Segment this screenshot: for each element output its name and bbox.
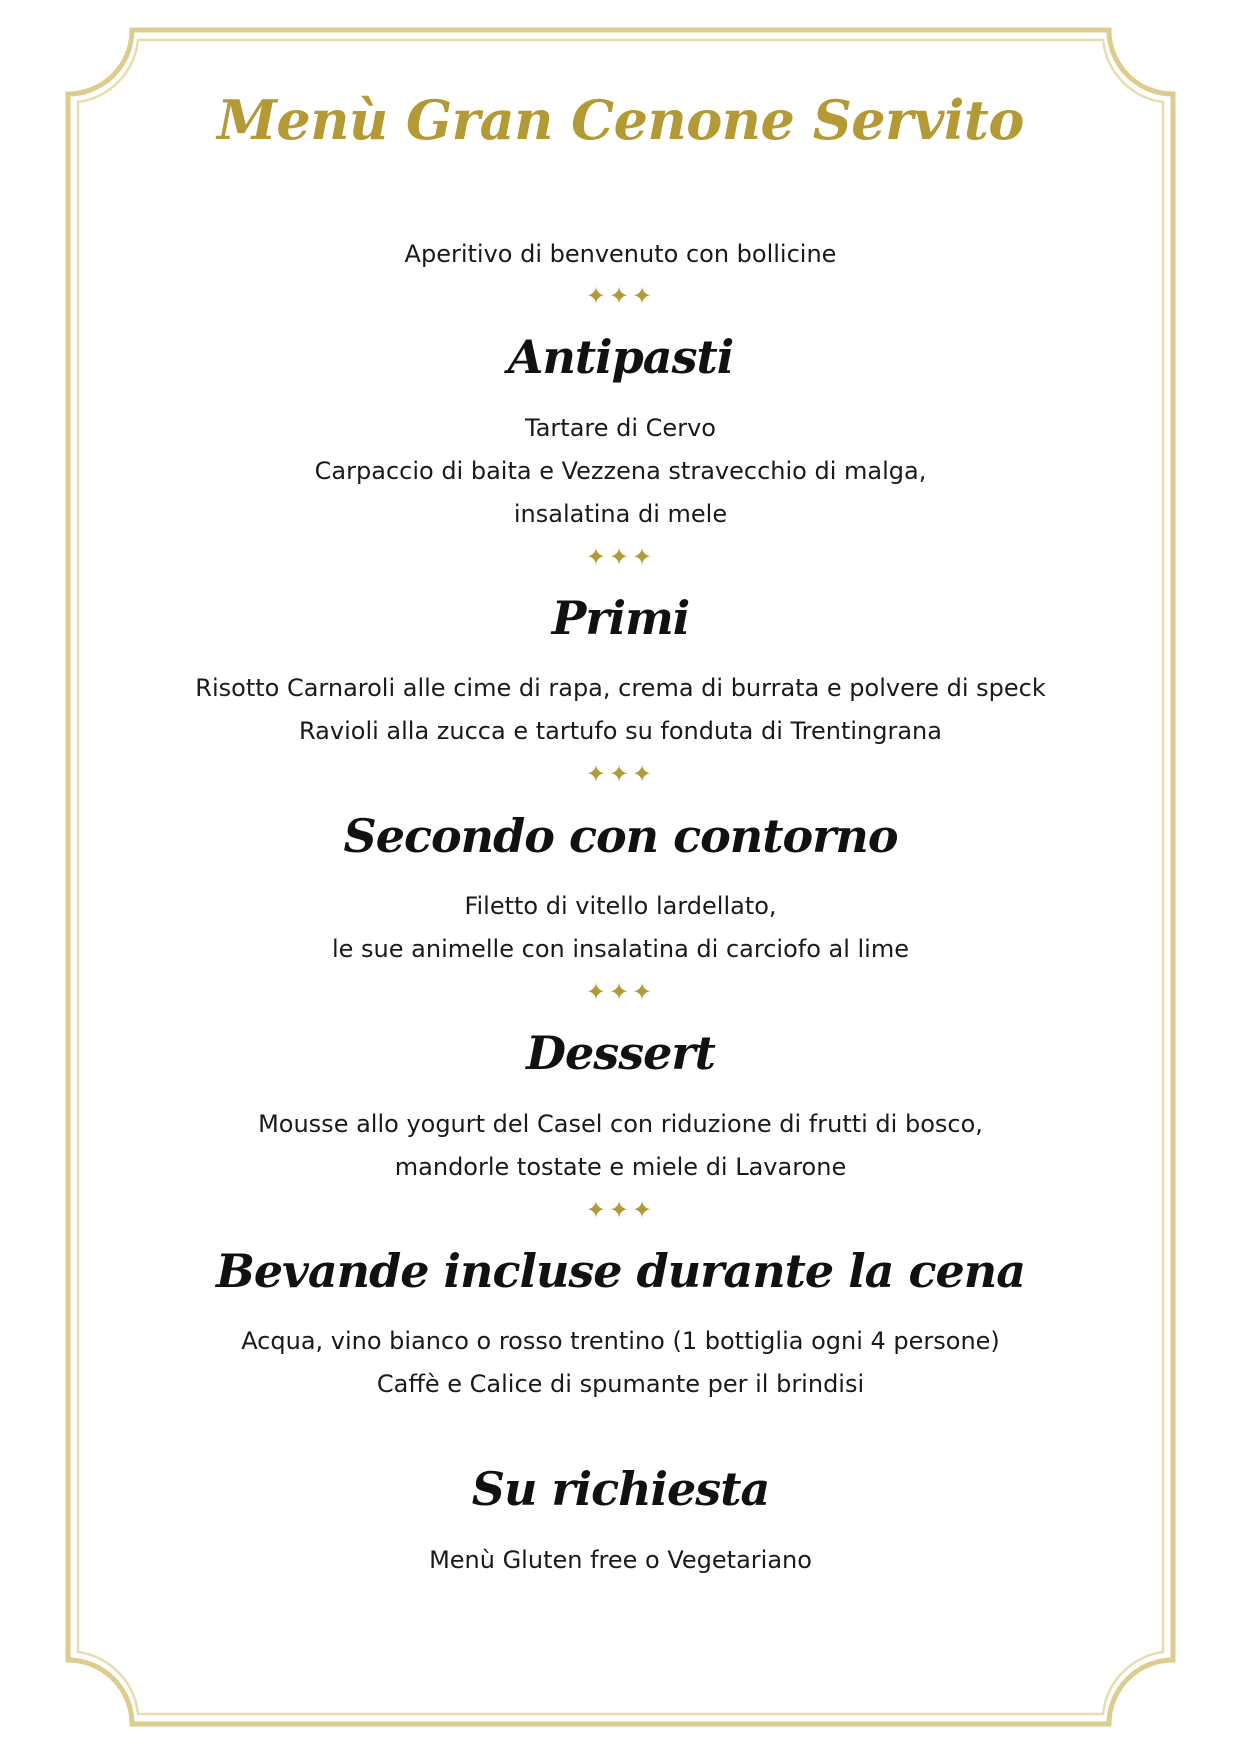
- menu-item: Tartare di Cervo: [525, 414, 716, 442]
- menu-item: Mousse allo yogurt del Casel con riduzione di frutti di bosco,: [258, 1110, 983, 1138]
- star-divider: ✦✦✦: [585, 282, 656, 310]
- section-heading-dessert: Dessert: [526, 1026, 715, 1080]
- star-divider: ✦✦✦: [585, 1196, 656, 1224]
- welcome-aperitivo: Aperitivo di benvenuto con bollicine: [404, 240, 837, 268]
- star-divider: ✦✦✦: [585, 978, 656, 1006]
- star-divider: ✦✦✦: [585, 760, 656, 788]
- section-heading-secondo: Secondo con contorno: [343, 809, 898, 863]
- menu-item: Menù Gluten free o Vegetariano: [429, 1546, 812, 1574]
- menu-item: mandorle tostate e miele di Lavarone: [394, 1153, 847, 1181]
- menu-item: Filetto di vitello lardellato,: [464, 892, 777, 920]
- menu-item: Risotto Carnaroli alle cime di rapa, crema di burrata e polvere di speck: [195, 674, 1046, 702]
- section-heading-primi: Primi: [551, 591, 690, 645]
- menu-item: Ravioli alla zucca e tartufo su fonduta di Trentingrana: [299, 717, 942, 745]
- menu-item: insalatina di mele: [513, 500, 728, 528]
- page-title: Menù Gran Cenone Servito: [217, 88, 1024, 152]
- section-heading-su-richiesta: Su richiesta: [471, 1462, 770, 1516]
- section-heading-antipasti: Antipasti: [507, 330, 734, 384]
- menu-item: le sue animelle con insalatina di carciofo al lime: [331, 935, 909, 963]
- menu-item: Acqua, vino bianco o rosso trentino (1 bottiglia ogni 4 persone): [241, 1327, 1000, 1355]
- star-divider: ✦✦✦: [585, 543, 656, 571]
- menu-item: Caffè e Calice di spumante per il brindisi: [376, 1370, 865, 1398]
- menu-item: Carpaccio di baita e Vezzena stravecchio di malga,: [314, 457, 927, 485]
- section-heading-bevande: Bevande incluse durante la cena: [215, 1244, 1026, 1298]
